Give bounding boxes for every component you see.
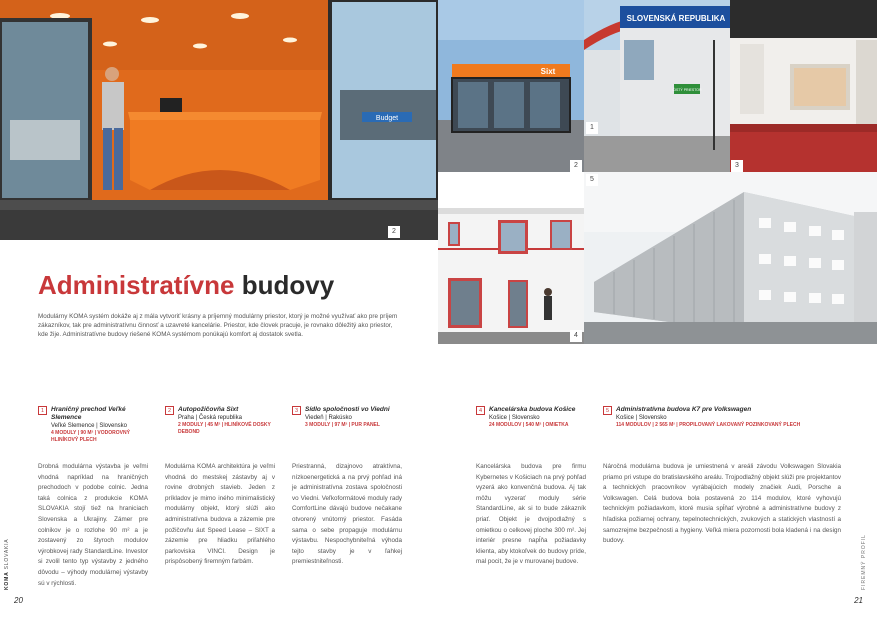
project-location: Košice | Slovensko [616, 415, 667, 421]
photo-reception-interior [0, 0, 438, 240]
project-title: Autopožičovňa Sixt [178, 406, 239, 413]
project-number: 2 [165, 406, 174, 415]
photo-sixt-kiosk [438, 0, 584, 172]
project-header-3 [292, 406, 407, 429]
project-text-3: Priestranná, dizajnovo atraktívna, nízkoenergetická a na prvý pohľad iná je administratívna zostava spoločnosti vo Viedni. Veľkoformátové moduly rady ComfortLine dávajú budove nečakane otvorený vnútorný priestor. Fasáda sama o sebe propaguje modulárnu výstavbu. Nespochybniteľná výhoda tejto stavby je v ľahkej premiestniteľnosti. [292, 463, 402, 566]
brand-name: KOMA [4, 571, 10, 590]
photo-border-crossing [584, 0, 730, 172]
cisty-sign-text: ČISTÝ PRIESTOR [672, 88, 702, 92]
photo-number-tag: 1 [586, 122, 598, 134]
photo-number-tag: 4 [570, 330, 582, 342]
project-number: 1 [38, 406, 47, 415]
slovakia-sign-text: SLOVENSKÁ REPUBLIKA [626, 14, 726, 23]
project-header-4 [476, 406, 591, 429]
photo-number-tag: 2 [570, 160, 582, 172]
photo-number-tag: 2 [388, 226, 400, 238]
intro-paragraph: Modulárny KOMA systém dokáže aj z mála vytvoriť krásny a príjemný modulárny priestor, ktorý je možné využívať ako pre príjem zákazníkov, tak pre administratívnu činnosť a uzavreté kancelárie. Priestor, kde človek pracuje, je rovnako dôležitý ako priestor, kde žije. Administratívne budovy riešené KOMA systémom ponúkajú komfort aj dostatok svetla. [38, 313, 398, 339]
project-spec: 114 MODULOV | 2 565 M² | PROPILOVANÝ LAKOVANÝ POZINKOVANÝ PLECH [616, 422, 801, 428]
page-number-left: 20 [14, 596, 23, 605]
project-text-5: Náročná modulárna budova je umiestnená v areáli závodu Volkswagen Slovakia priamo pri vstupe do bratislavského areálu. Trojpodlažný objekt slúži pre projektantov a technických pracovníkov vyrábajúcich modely značiek Audi, Porsche a Volkswagen. Celá budova bola postavená zo 114 modulov, ktoré vyhovujú technickým požiadavkom, ktoré musia spĺňať výrobné a administratívne budovy z hľadiska požiarnej ochrany, tepelnotechnických, zvukových a statických vlastností a samozrejme bezpečnosti a hygieny. Veľká miera pozornosti bola kladená i na design budovy. [603, 463, 841, 545]
title-rest: budovy [234, 270, 335, 300]
project-spec: 4 MODULY | 90 M² | VODOROVNÝ HLINÍKOVÝ PLECH [51, 430, 130, 443]
project-text-4: Kancelárska budova pre firmu Kybernetes v Košiciach na prvý pohľad vyzerá ako konvenčná budova. Aj tak môžu vyzerať moduly série StandardLine, ak si to bude zákazník priať. Objekt je dvojpodlažný s omietkou o celkovej ploche 300 m². Jej interiér presne napĺňa požiadavky klienta, aby ktokoľvek do budovy príde, mal pocit, že je v murovanej budove. [476, 463, 586, 566]
project-text-2: Modulárna KOMA architektúra je veľmi vhodná do mestskej zástavby aj v rovine drobných stavieb. Jeden z príkladov je mimo iného minimalistický modulárny objekt, ktorý slúži ako administratívna budova a zázemie pre požičovňu áut Speed Lease – SIXT a zázemie pre hliadku priľahlého parkoviska VINCI. Design je prispôsobený firemným farbám. [165, 463, 275, 566]
project-title: Hraničný prechod Veľké Slemence [51, 406, 126, 421]
project-header-1 [38, 406, 148, 444]
budget-sign-text: Budget [375, 115, 399, 122]
project-location: Viedeň | Rakúsko [305, 415, 352, 421]
project-spec: 3 MODULY | 97 M² | PUR PANEL [305, 422, 380, 428]
project-title: Administratívna budova K7 pre Volkswagen [616, 406, 752, 413]
side-label-section [861, 530, 873, 590]
project-spec: 24 MODULOV | 540 M² | OMIETKA [489, 422, 569, 428]
page-number-right: 21 [854, 596, 863, 605]
sixt-sign-text: Sixt [540, 67, 556, 76]
project-number: 3 [292, 406, 301, 415]
photo-number-tag: 3 [731, 160, 743, 172]
photo-vw-k7-building [584, 172, 877, 344]
photo-kosice-office [438, 208, 584, 344]
photo-office-interior [730, 0, 877, 172]
project-header-2 [165, 406, 280, 436]
project-title: Kancelárska budova Košice [489, 406, 576, 413]
brand-country: SLOVAKIA [4, 538, 10, 572]
project-text-1: Drobná modulárna výstavba je veľmi vhodná napríklad na hraničných prechodoch v podobe colnic. Jedna taká colnica z produkcie KOMA SLOVAKIA stojí tiež na hraniciach Slovenska a Ukrajiny. Zámer pre colnikov je o rozlohe 90 m² a je zostavený zo štyroch modulov výrobkovej rady StandardLine. Investor si zvolil tento typ výstavby z jedného dôvodu – výhody modulárnej výstavby sú v rýchlosti. [38, 463, 148, 587]
project-spec: 2 MODULY | 45 M² | HLINÍKOVÉ DOSKY DEBOND [178, 422, 271, 435]
project-number: 4 [476, 406, 485, 415]
project-location: Veľké Slemence | Slovensko [51, 423, 128, 429]
project-location: Praha | Česká republika [178, 415, 242, 421]
side-label-brand [4, 530, 16, 590]
project-title: Sídlo spoločnosti vo Viedni [305, 406, 390, 413]
project-number: 5 [603, 406, 612, 415]
section-name: FIREMNÝ PROFIL [861, 534, 867, 590]
title-accent: Administratívne [38, 270, 235, 300]
page-title [38, 270, 334, 301]
project-header-5 [603, 406, 843, 429]
project-location: Košice | Slovensko [489, 415, 540, 421]
photo-number-tag: 5 [586, 174, 598, 186]
